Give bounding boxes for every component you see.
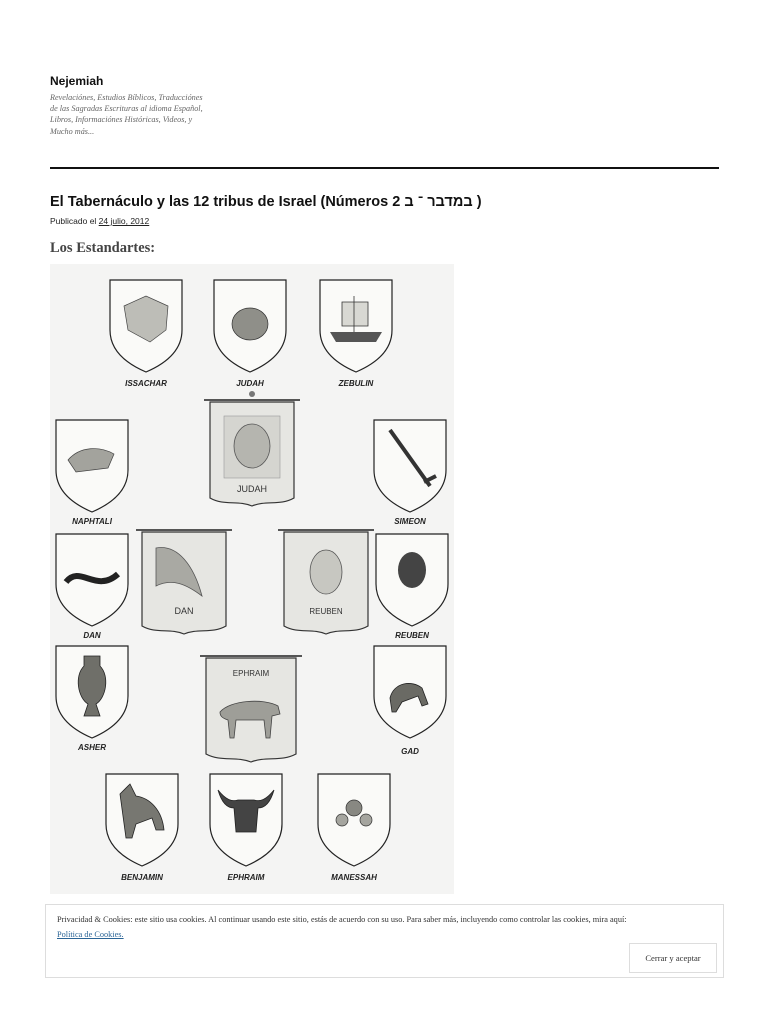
shield-label: DAN	[83, 631, 101, 640]
standards-drawing	[50, 264, 454, 894]
banner-judah	[204, 391, 300, 506]
banner-label: JUDAH	[236, 484, 268, 494]
cookie-notice-text: Privacidad & Cookies: este sitio usa cookies. Al continuar usando este sitio, estás de acuerdo con su uso. Para saber más, incluyendo como controlar las cookies, mira aquí:	[57, 915, 627, 924]
shield-simeon	[374, 420, 446, 526]
banner-label: REUBEN	[309, 607, 343, 616]
banner-ephraim	[200, 656, 302, 762]
shield-ephraim	[210, 774, 282, 882]
section-title: Los Estandartes:	[50, 240, 156, 256]
post-meta	[50, 216, 149, 226]
shield-label: JUDAH	[236, 379, 264, 388]
shield-label: EPHRAIM	[227, 873, 265, 882]
shield-naphtali	[56, 420, 128, 526]
shield-dan	[56, 534, 128, 640]
shield-label: ZEBULIN	[338, 379, 374, 388]
shield-label: SIMEON	[394, 517, 426, 526]
banner-reuben	[278, 530, 374, 634]
shield-manessah	[318, 774, 390, 882]
shield-label: MANESSAH	[331, 873, 377, 882]
shield-reuben	[376, 534, 448, 640]
close-and-accept-button[interactable]: Cerrar y aceptar	[629, 943, 717, 973]
post-title[interactable]: El Tabernáculo y las 12 tribus de Israel (Números 2 במדבר ־ ב )	[50, 194, 482, 210]
cookie-text-block	[57, 912, 707, 942]
post-date-link[interactable]: 24 julio, 2012	[98, 216, 150, 226]
shield-gad	[374, 646, 446, 756]
shield-issachar	[110, 280, 182, 388]
meta-prefix: Publicado el	[50, 216, 99, 226]
banner-label: DAN	[174, 606, 194, 616]
shield-label: ISSACHAR	[125, 379, 167, 388]
shield-zebulin	[320, 280, 392, 388]
shield-benjamin	[106, 774, 178, 882]
site-title[interactable]: Nejemiah	[50, 74, 104, 88]
header-divider	[50, 167, 719, 169]
shield-label: GAD	[401, 747, 419, 756]
shield-label: BENJAMIN	[121, 873, 163, 882]
shield-label: REUBEN	[395, 631, 429, 640]
shield-asher	[56, 646, 128, 752]
cookie-banner	[45, 904, 724, 978]
tribes-standards-illustration	[50, 264, 454, 894]
banner-label: EPHRAIM	[232, 669, 270, 678]
site-tagline: Revelaciónes, Estudios Bíblicos, Traducciónes de las Sagradas Escrituras al idioma Español, Libros, Informaciónes Históricas, Videos, y Mucho más...	[50, 93, 203, 136]
shield-label: NAPHTALI	[72, 517, 112, 526]
shield-label: ASHER	[77, 743, 107, 752]
shield-judah	[214, 280, 286, 388]
cookie-policy-link[interactable]: Política de Cookies.	[57, 930, 124, 939]
banner-dan	[136, 530, 232, 634]
